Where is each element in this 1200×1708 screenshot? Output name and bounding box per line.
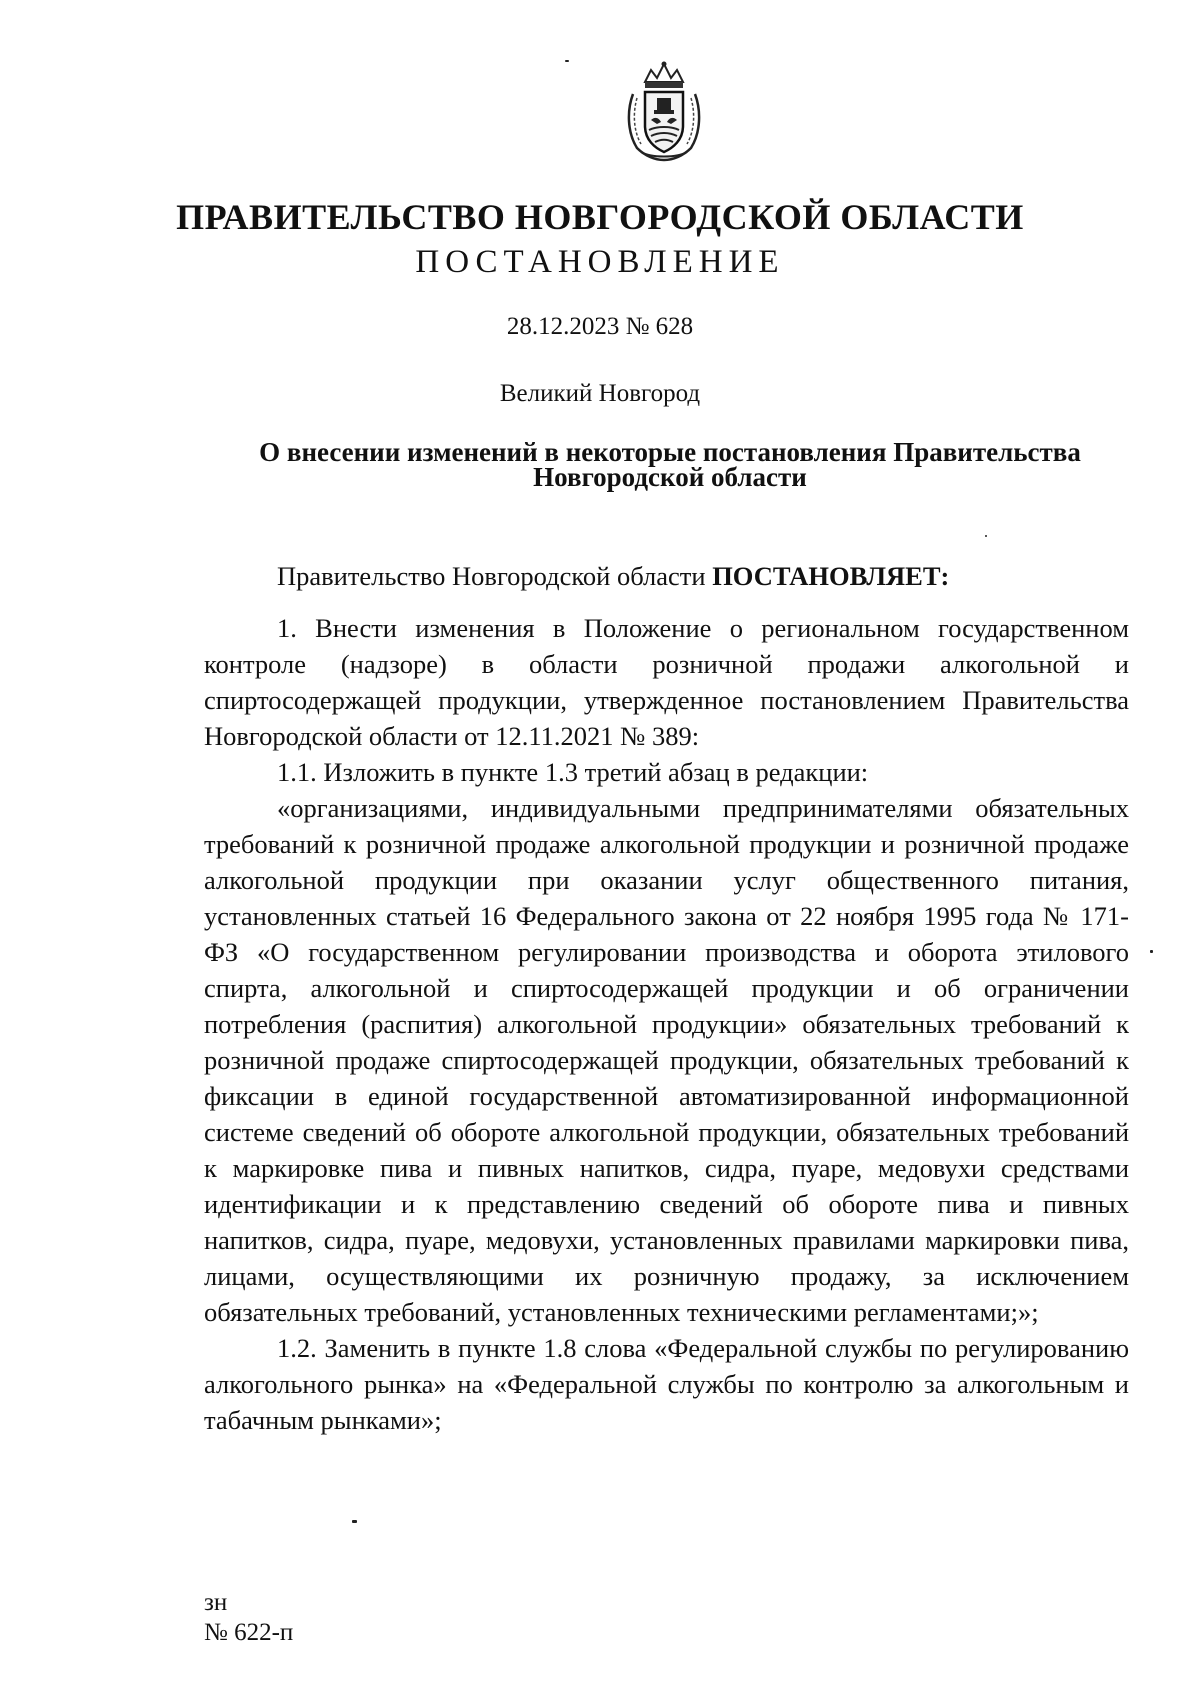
- scan-speck: [352, 1520, 357, 1523]
- resolution-intro: [204, 558, 1129, 594]
- coat-of-arms-icon: [623, 60, 705, 162]
- scan-speck: [1150, 950, 1153, 953]
- paragraph-1-1: 1.1. Изложить в пункте 1.3 третий абзац в редакции:: [277, 757, 869, 787]
- intro-text: Правительство Новгородской области: [277, 561, 713, 591]
- scan-speck: [565, 60, 569, 62]
- document-title: О внесении изменений в некоторые постановления Правительства Новгородской области: [259, 437, 1081, 492]
- paragraph-1-1-quote: «организациями, индивидуальными предпринимателями обязательных требований к розничной продаже алкогольной продукции и розничной продаже алкогольной продукции при оказании услуг общественного питания, установленных статьей 16 Федерального закона от 22 ноября 1995 года № 171-ФЗ «О государственном регулировании производства и оборота этилового спирта, алкогольной и спиртосодержащей продукции и об ограничении потребления (распития) алкогольной продукции» обязательных требований к розничной продаже спиртосодержащей продукции, обязательных требований к фиксации в единой государственной автоматизированной информационной системе сведений об обороте алкогольной продукции, обязательных требований к маркировке пива и пивных напитков, сидра, пуаре, медовухи средствами идентификации и к представлению сведений об обороте пива и пивных напитков, сидра, пуаре, медовухи, установленных правилами маркировки пива, лицами, осуществляющими их розничную продажу, за исключением обязательных требований, установленных техническими регламентами;»;: [204, 793, 1129, 1327]
- document-place: Великий Новгород: [499, 380, 701, 407]
- document-footer: [204, 1588, 293, 1648]
- document-date-number: 28.12.2023 № 628: [506, 313, 694, 340]
- paragraph-1: 1. Внести изменения в Положение о региональном государственном контроле (надзоре) в области розничной продажи алкогольной и спиртосодержащей продукции, утвержденное постановлением Правительства Новгородской области от 12.11.2021 № 389:: [204, 613, 1129, 751]
- paragraph-1-2: 1.2. Заменить в пункте 1.8 слова «Федеральной службы по регулированию алкогольного рынка» на «Федеральной службы по контролю за алкогольным и табачным рынками»;: [204, 1333, 1129, 1435]
- document-body: [204, 558, 1129, 1438]
- intro-emphasis: ПОСТАНОВЛЯЕТ:: [712, 561, 950, 591]
- footer-ref-number: № 622-п: [204, 1619, 294, 1646]
- organization-name: ПРАВИТЕЛЬСТВО НОВГОРОДСКОЙ ОБЛАСТИ: [176, 197, 1024, 237]
- scan-speck: [985, 535, 987, 537]
- document-type: ПОСТАНОВЛЕНИЕ: [415, 244, 785, 280]
- footer-initials: зн: [204, 1589, 228, 1616]
